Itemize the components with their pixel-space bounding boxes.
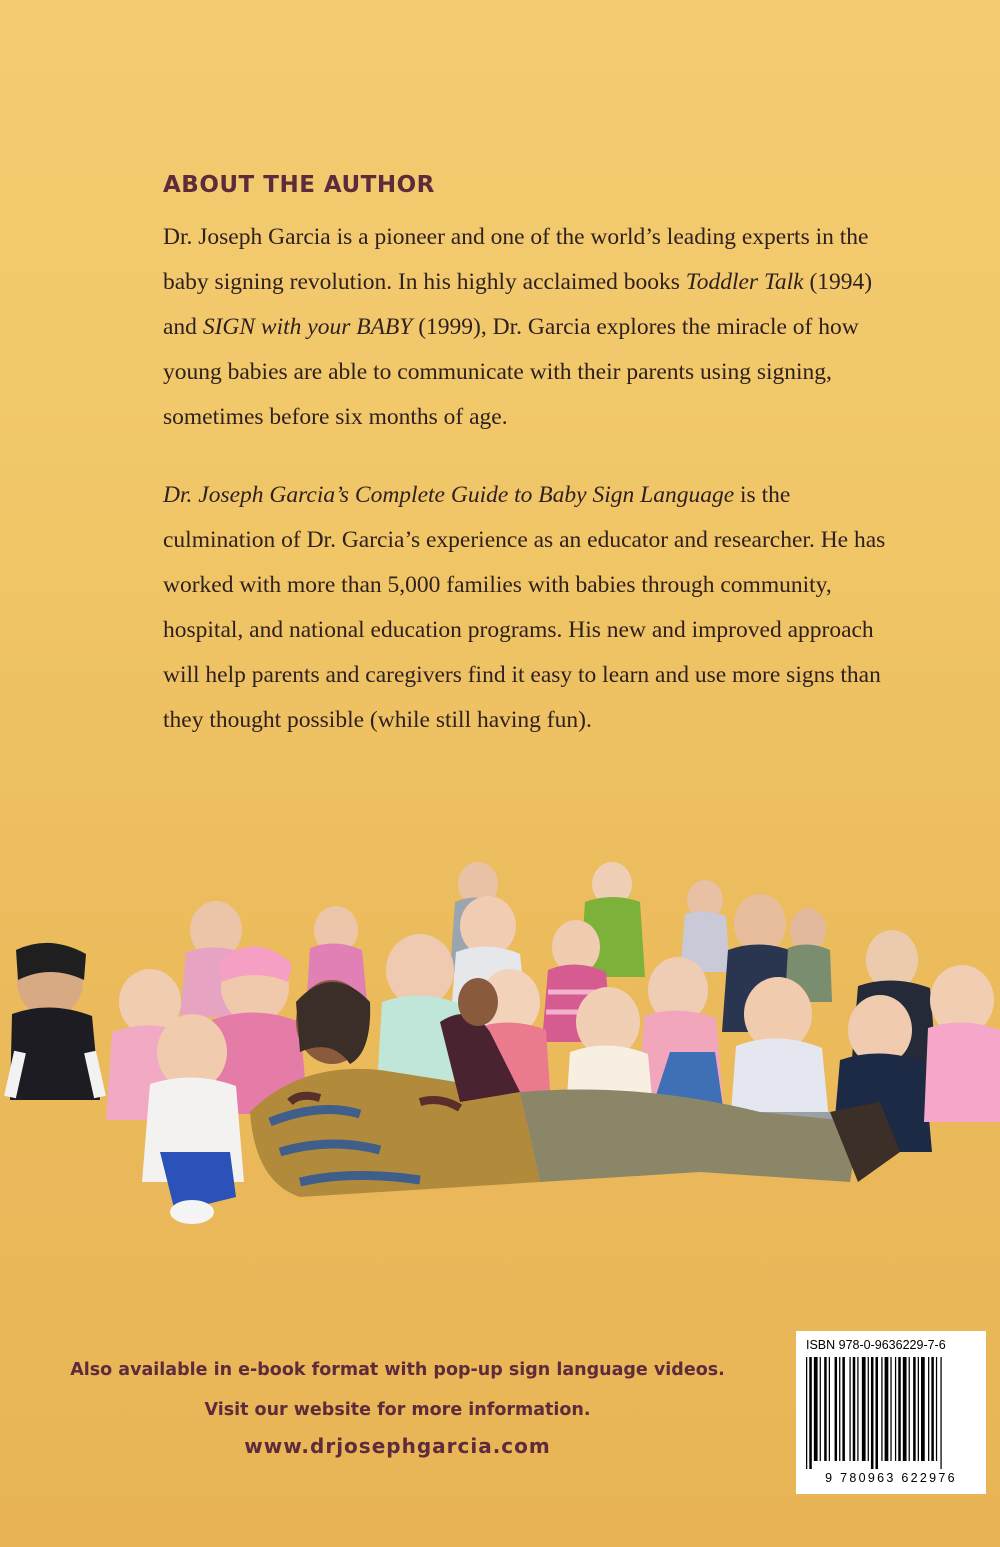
book-title-complete-guide: Dr. Joseph Garcia’s Complete Guide to Baby Sign Language [163, 482, 735, 508]
ebook-availability-note: Also available in e-book format with pop-up sign language videos. [70, 1360, 725, 1380]
bio-text-2: (1994) and [163, 269, 873, 340]
guide-text: is the culmination of Dr. Garcia’s experience as an educator and researcher. He has worked with more than 5,000 families with babies through community, hospital, and national education programs. His new and improved approach will help parents and caregivers find it easy to learn and use more signs than they thought possible (while still having fun). [163, 482, 886, 733]
guide-description-paragraph [163, 473, 903, 743]
bio-text-1: Dr. Joseph Garcia is a pioneer and one of the world’s leading experts in the baby signing revolution. In his highly acclaimed books [163, 224, 869, 295]
bio-text-3: (1999), Dr. Garcia explores the miracle of how young babies are able to communicate with their parents using signing, sometimes before six months of age. [163, 314, 859, 430]
about-heading: ABOUT THE AUTHOR [163, 172, 435, 198]
barcode-bars [806, 1357, 976, 1469]
book-title-sign-with-your-baby: SIGN with your BABY [202, 314, 413, 340]
isbn-barcode [796, 1331, 986, 1494]
isbn-number: ISBN 978-0-9636229-7-6 [806, 1338, 946, 1352]
book-title-toddler-talk: Toddler Talk [685, 269, 804, 295]
website-url[interactable]: www.drjosephgarcia.com [244, 1434, 551, 1458]
author-with-babies-photo [0, 852, 1000, 1242]
website-invitation: Visit our website for more information. [204, 1400, 591, 1420]
barcode-digits: 9 780963 622976 [825, 1471, 957, 1485]
author-bio-paragraph [163, 215, 903, 440]
